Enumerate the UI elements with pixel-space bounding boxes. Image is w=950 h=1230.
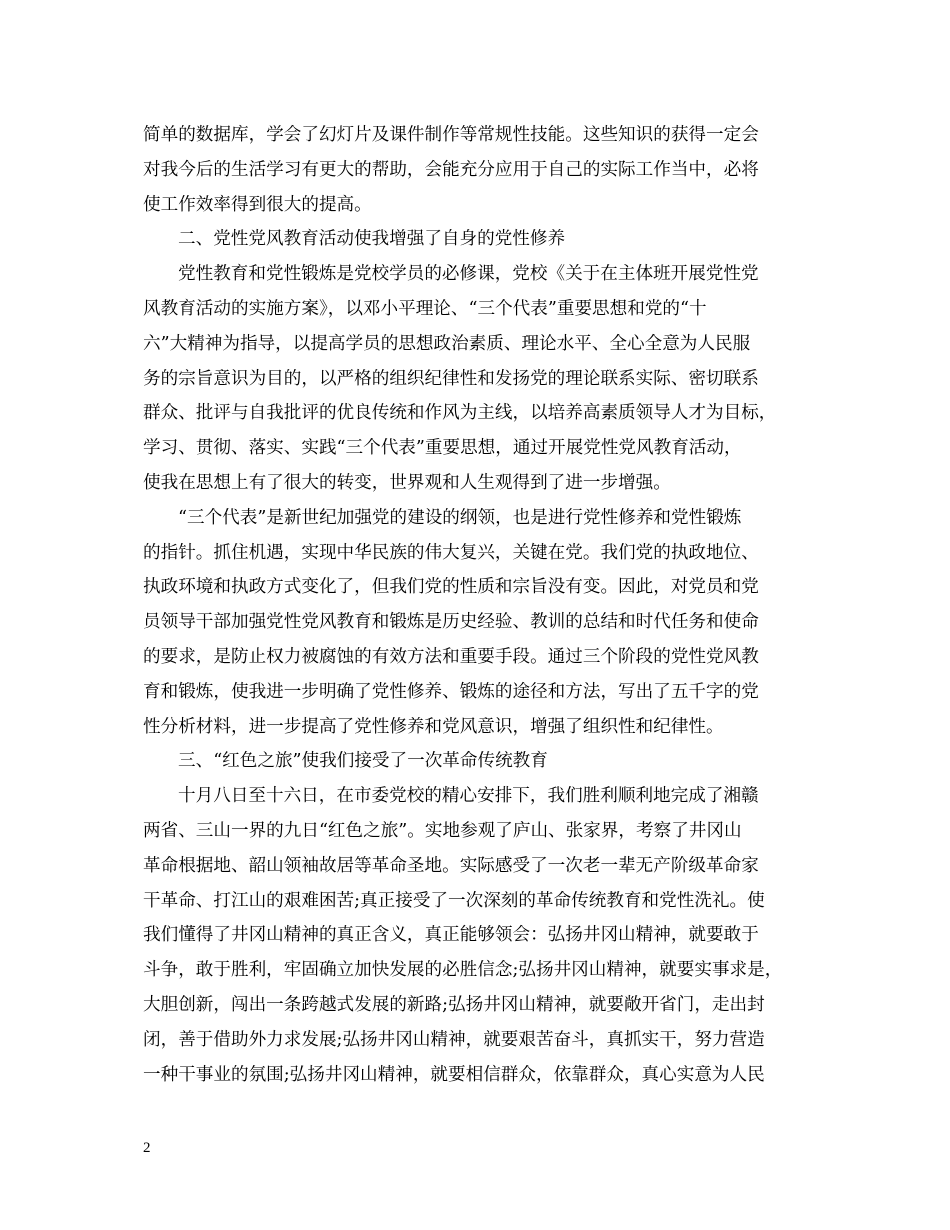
text-line: 的指针。抓住机遇，实现中华民族的伟大复兴，关键在党。我们党的执政地位、 xyxy=(143,542,759,563)
text-line: 闭，善于借助外力求发展;弘扬井冈山精神，就要艰苦奋斗，真抓实干，努力营造 xyxy=(143,1029,765,1050)
text-line: 大胆创新，闯出一条跨越式发展的新路;弘扬井冈山精神，就要敞开省门，走出封 xyxy=(143,994,765,1015)
text-line: 使工作效率得到很大的提高。 xyxy=(143,194,372,215)
text-line: 我们懂得了井冈山精神的真正含义，真正能够领会：弘扬井冈山精神，就要敢于 xyxy=(143,925,759,946)
text-line: 风教育活动的实施方案》，以邓小平理论、“三个代表”重要思想和党的“十 xyxy=(143,298,707,319)
text-line: 党性教育和党性锻炼是党校学员的必修课，党校《关于在主体班开展党性党 xyxy=(178,264,759,285)
text-line: 务的宗旨意识为目的，以严格的组织纪律性和发扬党的理论联系实际、密切联系 xyxy=(143,368,759,389)
page-number: 2 xyxy=(143,1140,151,1156)
text-line: 六”大精神为指导，以提高学员的思想政治素质、理论水平、全心全意为人民服 xyxy=(143,333,751,354)
text-line: 简单的数据库，学会了幻灯片及课件制作等常规性技能。这些知识的获得一定会 xyxy=(143,125,759,145)
text-line: 群众、批评与自我批评的优良传统和作风为主线，以培养高素质领导人才为目标， xyxy=(143,403,777,424)
text-line: 三、“红色之旅”使我们接受了一次革命传统教育 xyxy=(178,751,548,772)
text-line: 干革命、打江山的艰难困苦;真正接受了一次深刻的革命传统教育和党性洗礼。使 xyxy=(143,890,765,911)
text-line: 员领导干部加强党性党风教育和锻炼是历史经验、教训的总结和时代任务和使命 xyxy=(143,612,759,633)
text-line: 执政环境和执政方式变化了，但我们党的性质和宗旨没有变。因此，对党员和党 xyxy=(143,577,759,598)
text-line: 斗争，敢于胜利，牢固确立加快发展的必胜信念;弘扬井冈山精神，就要实事求是， xyxy=(143,960,783,981)
text-line: 性分析材料，进一步提高了党性修养和党风意识，增强了组织性和纪律性。 xyxy=(143,716,724,737)
text-line: 二、党性党风教育活动使我增强了自身的党性修养 xyxy=(178,229,566,250)
text-line: 学习、贯彻、落实、实践“三个代表”重要思想，通过开展党性党风教育活动， xyxy=(143,438,742,459)
text-line: “三个代表”是新世纪加强党的建设的纲领，也是进行党性修养和党性锻炼 xyxy=(178,507,742,528)
text-line: 使我在思想上有了很大的转变，世界观和人生观得到了进一步增强。 xyxy=(143,472,671,493)
text-line: 对我今后的生活学习有更大的帮助，会能充分应用于自己的实际工作当中，必将 xyxy=(143,159,759,180)
text-line: 一种干事业的氛围;弘扬井冈山精神，就要相信群众，依靠群众，真心实意为人民 xyxy=(143,1064,765,1085)
document-body xyxy=(143,118,823,1092)
text-line: 的要求，是防止权力被腐蚀的有效方法和重要手段。通过三个阶段的党性党风教 xyxy=(143,646,759,667)
text-line: 育和锻炼，使我进一步明确了党性修养、锻炼的途径和方法，写出了五千字的党 xyxy=(143,681,759,702)
text-line: 两省、三山一界的九日“红色之旅”。实地参观了庐山、张家界，考察了井冈山 xyxy=(143,820,742,841)
text-line: 十月八日至十六日，在市委党校的精心安排下，我们胜利顺利地完成了湘赣 xyxy=(178,786,759,807)
text-line: 革命根据地、韶山领袖故居等革命圣地。实际感受了一次老一辈无产阶级革命家 xyxy=(143,855,759,876)
